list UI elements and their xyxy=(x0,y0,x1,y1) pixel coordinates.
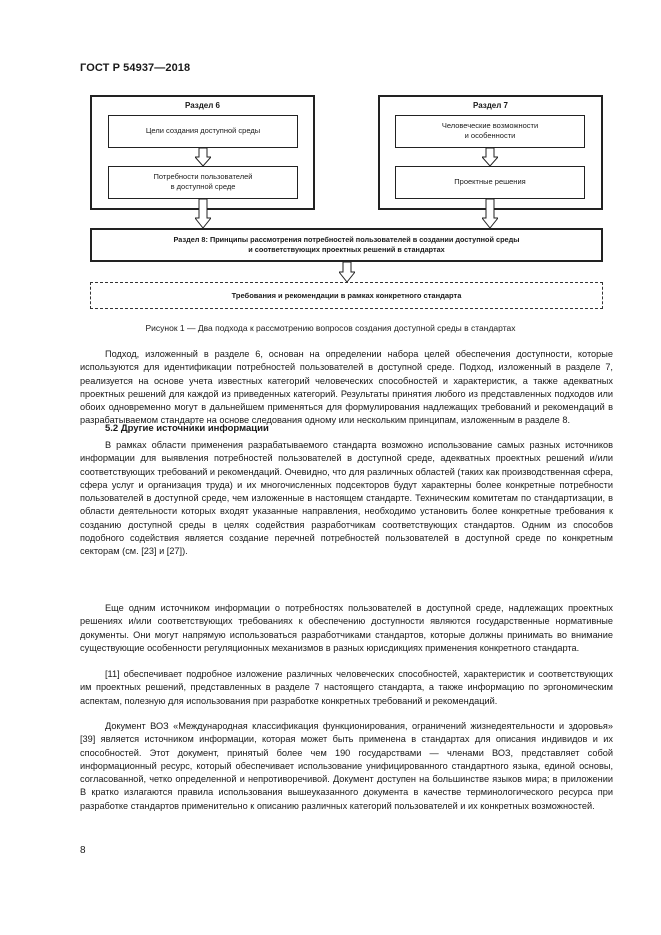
arrow-section7-to-section8-icon xyxy=(482,199,498,228)
section6-goals-text: Цели создания доступной среды xyxy=(145,126,261,135)
figure-diagram xyxy=(0,0,661,340)
section6-needs-text-1: Потребности пользователей xyxy=(153,172,253,181)
figure-caption: Рисунок 1 — Два подхода к рассмотрению вопросов создания доступной среды в стандартах xyxy=(145,323,516,333)
section6-title: Раздел 6 xyxy=(184,101,221,110)
arrow-section8-to-requirements-icon xyxy=(339,262,355,282)
arrow-abilities-to-solutions-icon xyxy=(482,148,498,166)
section8-box xyxy=(90,228,603,262)
section6-needs-text-2: в доступной среде xyxy=(170,182,236,191)
arrow-section6-to-section8-icon xyxy=(195,199,211,228)
section7-title: Раздел 7 xyxy=(472,101,509,110)
requirements-text: Требования и рекомендации в рамках конкретного стандарта xyxy=(231,291,462,300)
section6-goals-box xyxy=(108,115,298,148)
paragraph-approaches: Подход, изложенный в разделе 6, основан на определении набора целей обеспечения доступности, которые используются для идентификации потребностей пользователей в доступной среде. Подход, изложенный в разделе 7, реализуется на основе учета известных категорий человеческих способностей и характеристик, а также адекватных проектных решений для каждой из приведенных категорий. Результаты принятия любого из представленных подходов или обоих одновременно могут в дальнейшем применяться для формулирования надлежащих требований и рекомендаций в разрабатываемом стандарте на основе следования одному или нескольким принципам, изложенным в разделе 8. xyxy=(80,349,613,426)
page-number: 8 xyxy=(80,845,86,856)
section7-solutions-text: Проектные решения xyxy=(454,177,526,186)
section8-text-1: Раздел 8: Принципы рассмотрения потребностей пользователей в создании доступной среды xyxy=(173,235,520,244)
section7-abilities-box xyxy=(395,115,585,148)
section7-abilities-text-2: и особенности xyxy=(464,131,516,140)
standard-id: ГОСТ Р 54937—2018 xyxy=(80,62,191,74)
paragraph-who-document: Документ ВОЗ «Международная классификация функционирования, ограничений жизнедеятельности и здоровья» [39] является источником информации, которая может быть применена в стандартах для описания индивидов и их способностей. Этот документ, принятый более чем 190 государствами — членами ВОЗ, представляет собой информационный ресурс, который обеспечивает использование унифицированного стандартного языка, единой основы, согласованной, четко определенной и непротиворечивой. Документ доступен на большинстве языков мира; в приложении В кратко излагаются правила использования вышеуказанного документа в качестве терминологического ресурса при разработке стандартов применительно к описанию различных категорий пользователей и их конкретных возможностей. xyxy=(80,721,613,811)
section7-abilities-text-1: Человеческие возможности xyxy=(441,121,539,130)
paragraph-sources: В рамках области применения разрабатываемого стандарта возможно использование самых разных источников информации для выявления потребностей пользователей в доступной среде, адекватных проектных решений и/или соответствующих требований и рекомендаций. Очевидно, что для различных областей (таких как производственная сфера, сфера услуг и организация труда) и их многочисленных подсекторов будут характерны более конкретные потребности пользователей в доступной среде, чем изложенные в настоящем стандарте. Техническим комитетам по стандартизации, в области деятельности которых входят указанные направления, необходимо установить более конкретные требования к созданию доступной среды в целях содействия разработчикам соответствующих стандартов. Одним из способов подобного содействия является создание перечней потребностей пользователей в доступной среде по конкретным секторам (см. [23] и [27]). xyxy=(80,440,613,556)
section8-text-2: и соответствующих проектных решений в стандартах xyxy=(248,245,445,254)
section7-solutions-box xyxy=(395,166,585,199)
arrow-goals-to-needs-icon xyxy=(195,148,211,166)
paragraph-reference-11: [11] обеспечивает подробное изложение различных человеческих способностей, характеристик и соответствующих им проектных решений, представленных в разделе 7 настоящего стандарта, а также информацию по эргономическим аспектам, полезную для использования при разработке конкретных требований и рекомендаций. xyxy=(80,669,613,706)
section6-needs-box xyxy=(108,166,298,199)
requirements-box xyxy=(90,282,603,309)
section-title: 5.2 Другие источники информации xyxy=(105,423,269,434)
paragraph-regulations: Еще одним источником информации о потребностях пользователей в доступной среде, надлежащих проектных решениях и/или соответствующих требованиях к обеспечению доступности являются государственные нормативные документы. Они могут напрямую использоваться разработчиками стандартов, которые должны принимать во внимание существующие особенности регуляционных механизмов в разных юрисдикциях применения конкретного стандарта. xyxy=(80,603,613,653)
